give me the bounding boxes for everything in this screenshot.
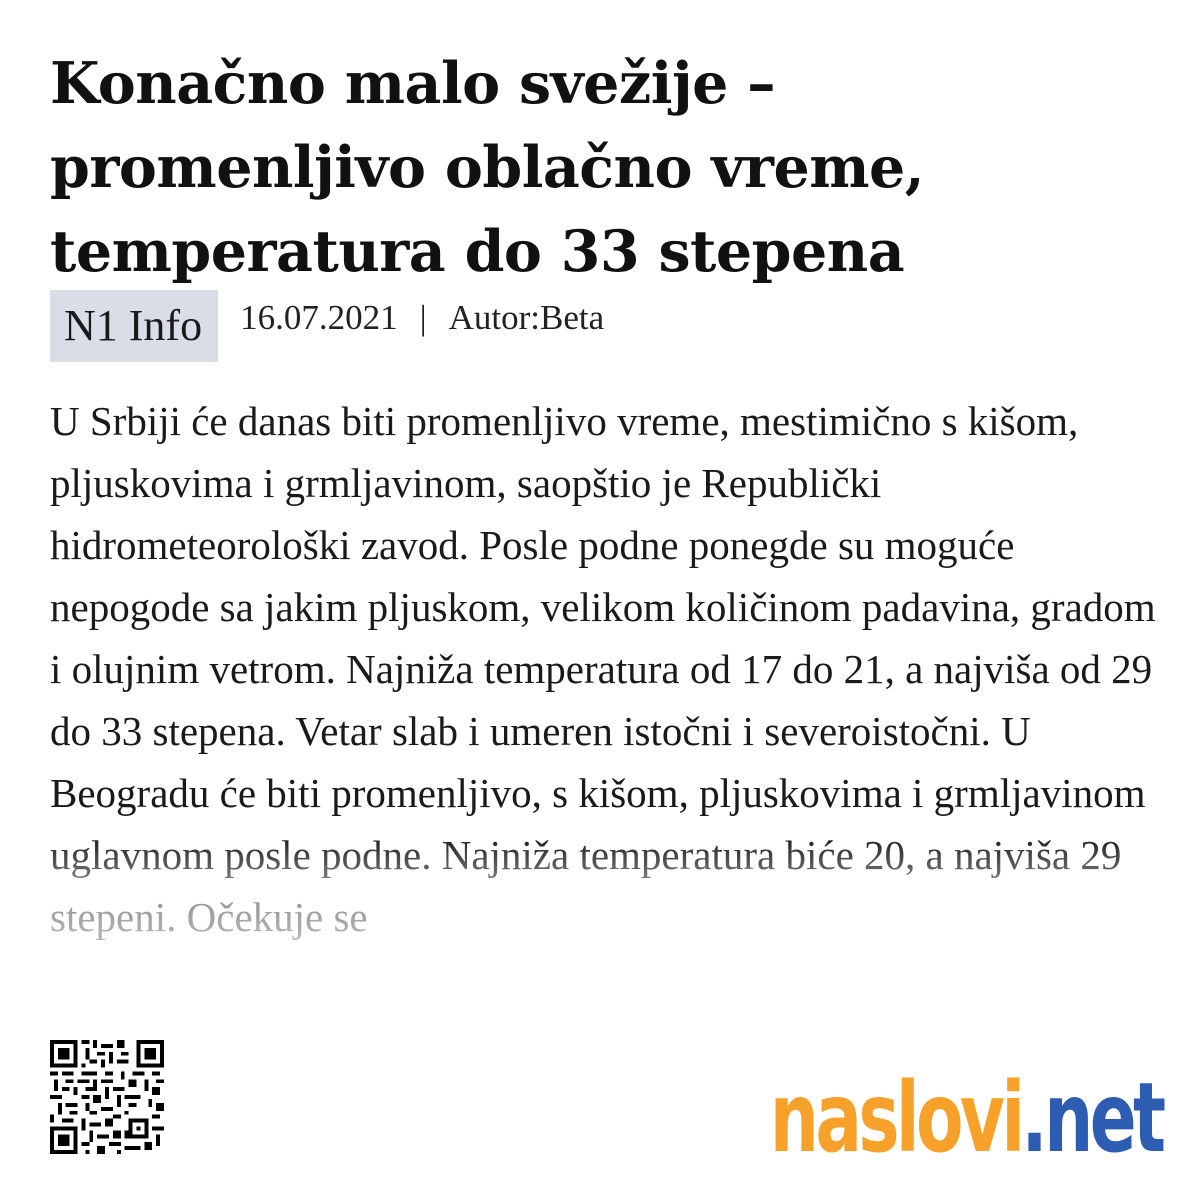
article-body: U Srbiji će danas biti promenljivo vreme, mestimično s kišom, pljuskovima i grmljavinom, saopštio je Republički hidrometeorološki zavod. Posle podne ponegde su moguće nepogode sa jakim pljuskom, velikom količinom padavina, gradom i olujnim vetrom. Najniža temperatura od 17 do 21, a najviša od 29 do 33 stepena. Vetar slab i umeren istočni i severoistočni. U Beogradu će biti promenljivo, s kišom, pljuskovima i grmljavinom uglavnom posle podne. Najniža temperatura biće 20, a najviša 29 stepeni. Očekuje se [50,390,1160,1010]
article-title: Konačno malo svežije – promenljivo oblačno vreme, temperatura do 33 stepena [50,50,925,285]
article-date: 16.07.2021 [240,298,398,337]
logo-text-primary: naslovi [769,1062,1022,1174]
logo-text-secondary: .net [1021,1062,1162,1174]
source-badge[interactable]: N1 Info [50,290,218,362]
qr-code-icon[interactable] [50,1040,164,1154]
naslovi-net-logo[interactable] [769,1062,1162,1174]
article-meta-info [218,282,604,354]
meta-separator: | [419,298,427,337]
article-meta [50,290,604,362]
article-author: Autor:Beta [448,298,605,337]
